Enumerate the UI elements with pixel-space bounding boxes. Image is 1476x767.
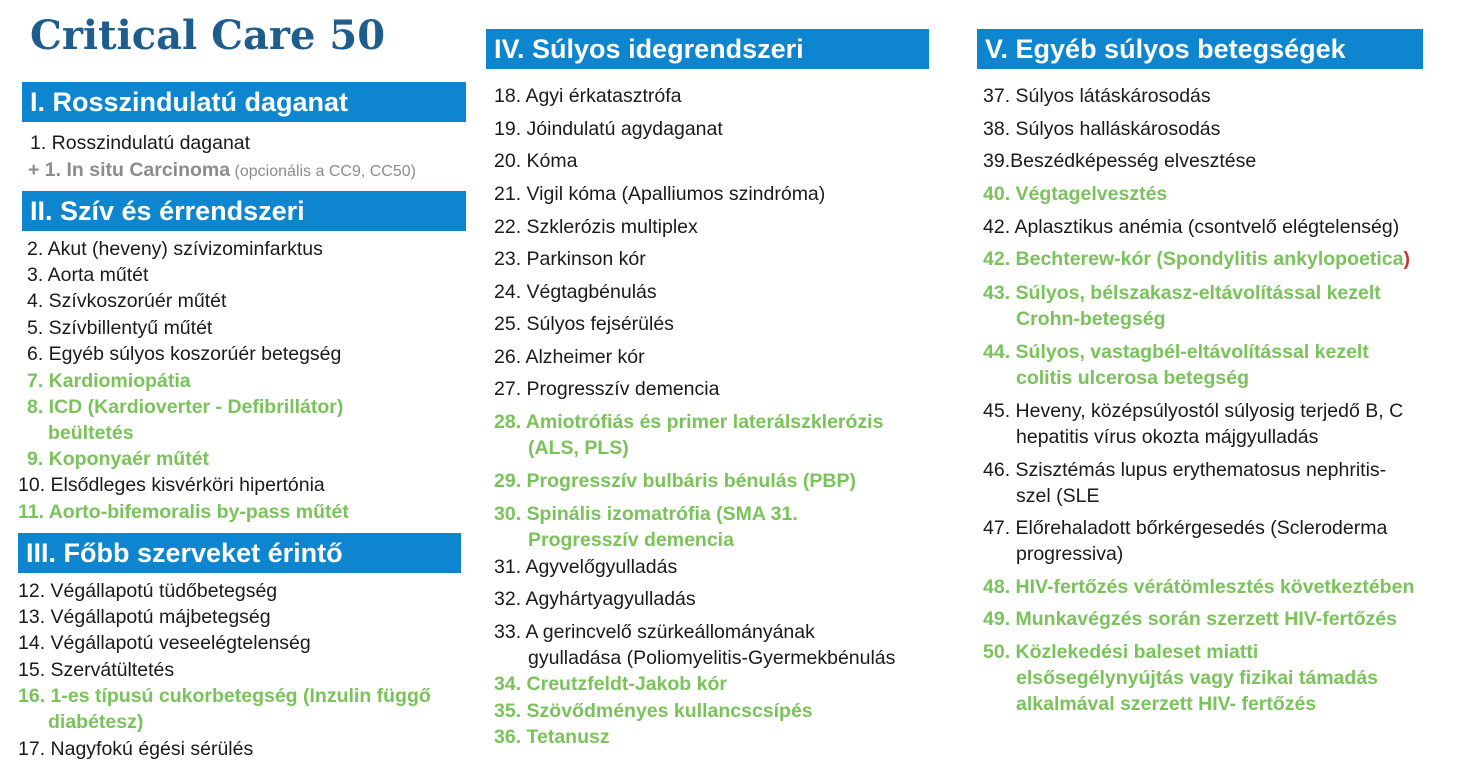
list-item: 50. Közlekedési baleset miatti [983,641,1259,663]
list-item: 15. Szervátültetés [18,659,175,681]
page-title: Critical Care 50 [30,12,386,59]
list-item: 40. Végtagelvesztés [983,183,1168,205]
list-item: 18. Agyi érkatasztrófa [494,85,682,107]
list-item: 10. Elsődleges kisvérköri hipertónia [18,474,325,496]
list-item: 29. Progresszív bulbáris bénulás (PBP) [494,470,856,492]
list-item: 35. Szövődményes kullancscsípés [494,700,813,722]
list-item: 37. Súlyos látáskárosodás [983,85,1211,107]
list-item: 4. Szívkoszorúér műtét [27,290,227,312]
list-item: 43. Súlyos, bélszakasz-eltávolítással kezelt [983,282,1381,304]
list-item: 47. Előrehaladott bőrkérgesedés (Scleroderma [983,517,1388,539]
list-item-cont: progressiva) [1016,543,1124,565]
list-item: 49. Munkavégzés során szerzett HIV-fertőzés [983,608,1397,630]
list-item: 42. Bechterew-kór (Spondylitis ankylopoetica) [983,248,1410,270]
list-item: 38. Súlyos halláskárosodás [983,118,1221,140]
list-item: 23. Parkinson kór [494,248,646,270]
list-item: 3. Aorta műtét [27,264,149,286]
list-item-cont: hepatitis vírus okozta májgyulladás [1016,426,1319,448]
list-item: 17. Nagyfokú égési sérülés [18,738,254,760]
list-item: 7. Kardiomiopátia [27,370,191,392]
list-item: 45. Heveny, középsúlyostól súlyosig terjedő B, C [983,400,1404,422]
list-item: 31. Agyvelőgyulladás [494,556,678,578]
list-item-cont: Progresszív demencia [528,529,734,551]
section-header-organs: III. Főbb szerveket érintő [18,533,461,573]
list-item: 5. Szívbillentyű műtét [27,317,213,339]
list-item: 8. ICD (Kardioverter - Defibrillátor) [27,396,344,418]
list-item: 27. Progresszív demencia [494,378,720,400]
list-item: 24. Végtagbénulás [494,281,657,303]
list-item-cont: colitis ulcerosa betegség [1016,367,1250,389]
list-item-cont: Crohn-betegség [1016,308,1166,330]
list-item-cont: (ALS, PLS) [528,437,629,459]
section-header-malignant: I. Rosszindulatú daganat [22,82,466,122]
list-item: 12. Végállapotú tüdőbetegség [18,580,278,602]
list-item: 1. Rosszindulatú daganat [30,132,251,154]
list-item-cont: alkalmával szerzett HIV- fertőzés [1016,693,1317,715]
list-item: 6. Egyéb súlyos koszorúér betegség [27,343,342,365]
list-item-cont: diabétesz) [48,711,144,733]
list-item-optional: + 1. In situ Carcinoma (opcionális a CC9, CC50) [28,159,416,181]
list-item: 44. Súlyos, vastagbél-eltávolítással kezelt [983,341,1369,363]
section-header-neuro: IV. Súlyos idegrendszeri [486,29,929,69]
list-item: 2. Akut (heveny) szívizominfarktus [27,238,323,260]
list-item: 30. Spinális izomatrófia (SMA 31. [494,503,798,525]
list-item-cont: szel (SLE [1016,485,1100,507]
list-item: 9. Koponyaér műtét [27,448,210,470]
list-item: 11. Aorto-bifemoralis by-pass műtét [18,501,349,523]
section-header-cardio: II. Szív és érrendszeri [22,191,466,231]
list-item: 20. Kóma [494,150,578,172]
list-item-cont: beültetés [48,422,134,444]
list-item: 33. A gerincvelő szürkeállományának [494,621,815,643]
list-item: 19. Jóindulatú agydaganat [494,118,723,140]
section-header-other: V. Egyéb súlyos betegségek [977,29,1423,69]
list-item: 25. Súlyos fejsérülés [494,313,674,335]
list-item: 42. Aplasztikus anémia (csontvelő elégtelenség) [983,216,1400,238]
list-item: 16. 1-es típusú cukorbetegség (Inzulin függő [18,685,431,707]
list-item: 26. Alzheimer kór [494,346,645,368]
list-item: 48. HIV-fertőzés vérátömlesztés következtében [983,576,1415,598]
list-item: 46. Szisztémás lupus erythematosus nephritis- [983,459,1387,481]
list-item: 39.Beszédképesség elvesztése [983,150,1257,172]
list-item-cont: elsősegélynyújtás vagy fizikai támadás [1016,667,1379,689]
list-item: 32. Agyhártyagyulladás [494,588,696,610]
list-item-cont: gyulladása (Poliomyelitis-Gyermekbénulás [528,647,896,669]
list-item: 22. Szklerózis multiplex [494,216,698,238]
list-item: 34. Creutzfeldt-Jakob kór [494,673,727,695]
list-item: 28. Amiotrófiás és primer laterálszklerózis [494,411,884,433]
list-item: 14. Végállapotú veseelégtelenség [18,632,311,654]
list-item: 36. Tetanusz [494,726,610,748]
list-item: 21. Vigil kóma (Apalliumos szindróma) [494,183,826,205]
list-item: 13. Végállapotú májbetegség [18,606,271,628]
